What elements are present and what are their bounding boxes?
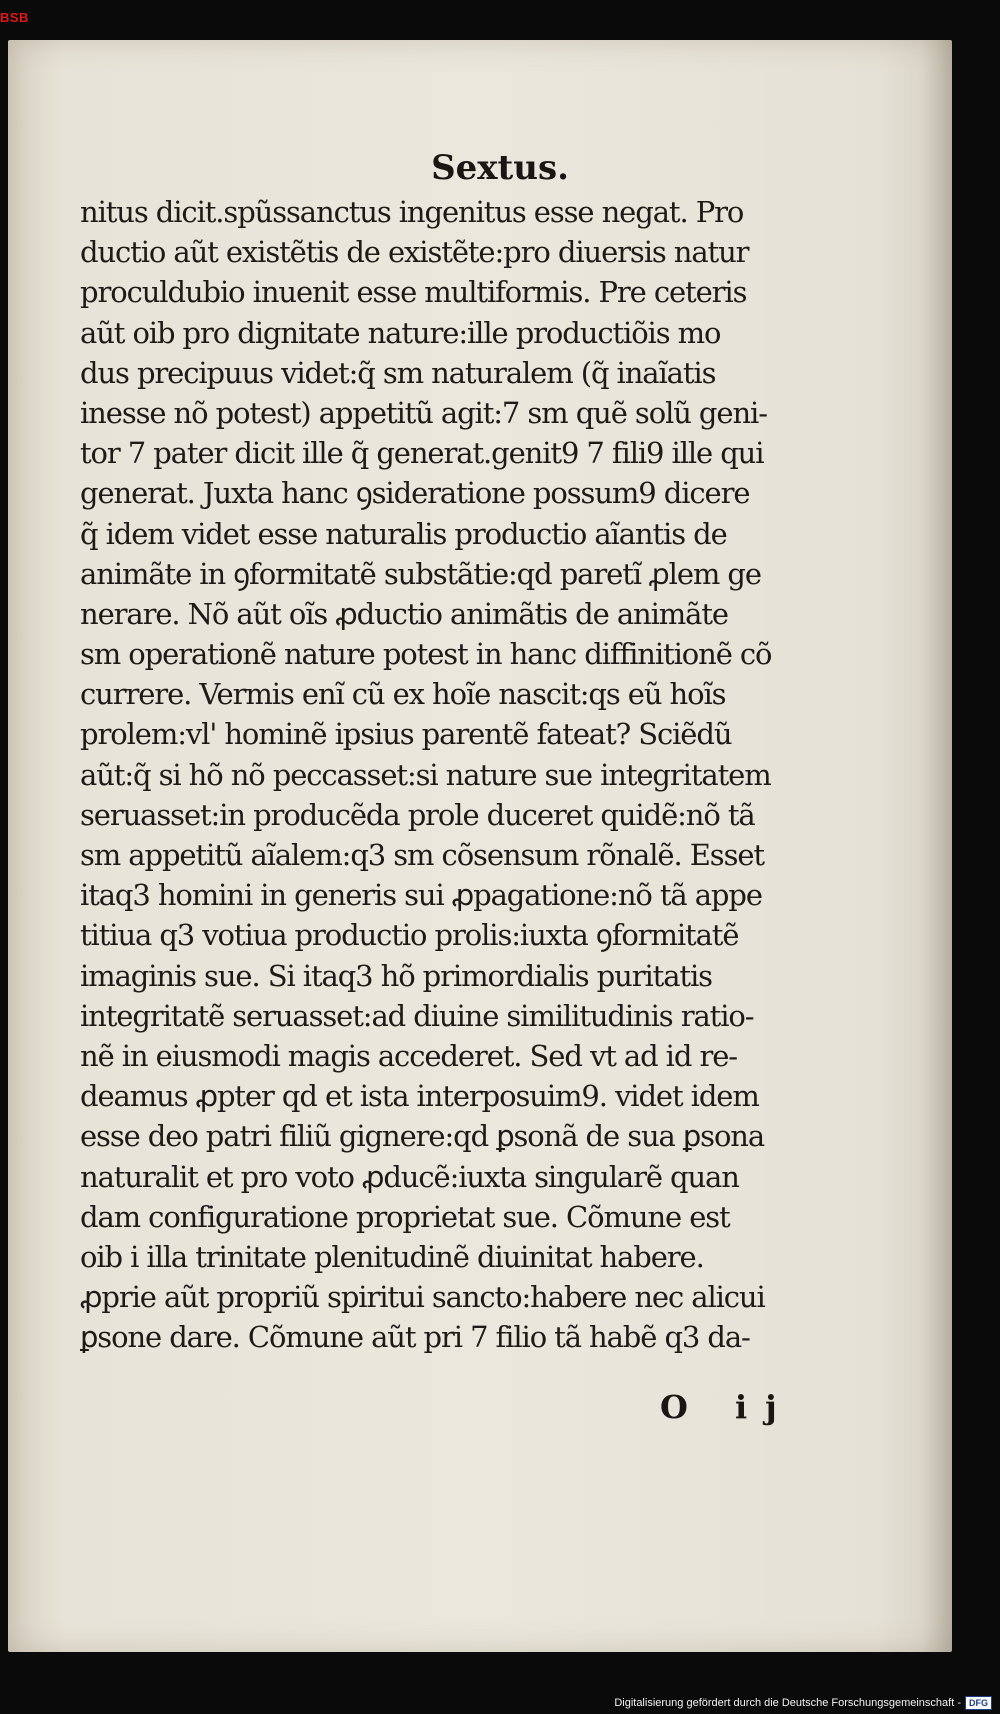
text-line: integritatẽ seruasset:ad diuine similitudinis ratio- (80, 998, 754, 1033)
text-line: dam configuratione proprietat sue. Cõmune est (80, 1199, 730, 1234)
dfg-logo: DFG (965, 1696, 992, 1710)
text-line: generat. Juxta hanc ꝯsideratione possum9 dicere (80, 476, 750, 511)
text-line: ductio aũt existẽtis de existẽte:pro diuersis natur (80, 235, 749, 270)
text-line: sm appetitũ aĩalem:q3 sm cõsensum rõnalẽ. Esset (80, 838, 764, 872)
text-line: animãte in ꝯformitatẽ substãtie:qd paretĩ ꝓlem ge (80, 556, 761, 591)
text-line: itaq3 homini in generis sui ꝓpagatione:nõ tã appe (80, 878, 762, 913)
text-line: sm operationẽ nature potest in hanc diffinitionẽ cõ (80, 637, 772, 672)
signature-mark: O ij (660, 1388, 795, 1426)
text-line: currere. Vermis enĩ cũ ex hoĩe nascit:qs eũ hoĩs (80, 677, 726, 712)
text-line: nẽ in eiusmodi magis accederet. Sed vt ad id re- (80, 1038, 737, 1073)
text-line: oib i illa trinitate plenitudinẽ diuinitat habere. (80, 1239, 704, 1274)
text-line: esse deo patri filiũ gignere:qd ꝑsonã de sua ꝑsona (80, 1119, 765, 1154)
text-line: titiua q3 votiua productio prolis:iuxta ꝯformitatẽ (80, 918, 739, 953)
text-line: inesse nõ potest) appetitũ agit:7 sm quẽ solũ geni- (80, 395, 767, 430)
text-line: aũt oib pro dignitate nature:ille productiõis mo (80, 315, 721, 350)
page-edge-shadow (922, 40, 952, 1652)
book-page (8, 40, 952, 1652)
dfg-credit-text: Digitalisierung gefördert durch die Deutsche Forschungsgemeinschaft - (614, 1697, 961, 1709)
bsb-logo: BSB (0, 10, 29, 25)
text-line: dus precipuus videt:q̃ sm naturalem (q̃ inaĩatis (80, 355, 716, 390)
text-line: proculdubio inuenit esse multiformis. Pre ceteris (80, 275, 747, 310)
text-line: aũt:q̃ si hõ nõ peccasset:si nature sue integritatem (80, 757, 771, 792)
text-line: ꝓprie aũt propriũ spiritui sancto:habere nec alicui (80, 1280, 765, 1315)
text-line: q̃ idem videt esse naturalis productio aĩantis de (80, 516, 727, 551)
text-line: tor 7 pater dicit ille q̃ generat.genit9 7 fili9 ille qui (80, 436, 764, 471)
text-line: seruasset:in producẽda prole duceret quidẽ:nõ tã (80, 797, 755, 832)
text-line: imaginis sue. Si itaq3 hõ primordialis puritatis (80, 958, 712, 993)
text-line: naturalit et pro voto ꝓducẽ:iuxta singularẽ quan (80, 1159, 739, 1194)
text-line: ꝑsone dare. Cõmune aũt pri 7 filio tã habẽ q3 da- (80, 1320, 750, 1355)
text-line: prolem:vl' hominẽ ipsius parentẽ fateat? Sciẽdũ (80, 717, 732, 752)
text-block (80, 192, 870, 1357)
text-line: deamus ꝓpter qd et ista interposuim9. videt idem (80, 1079, 759, 1114)
running-head: Sextus. (431, 148, 569, 188)
text-line: nitus dicit.spũssanctus ingenitus esse negat. Pro (80, 195, 744, 229)
dfg-credit (614, 1696, 992, 1710)
text-line: nerare. Nõ aũt oĩs ꝓductio animãtis de animãte (80, 596, 728, 631)
